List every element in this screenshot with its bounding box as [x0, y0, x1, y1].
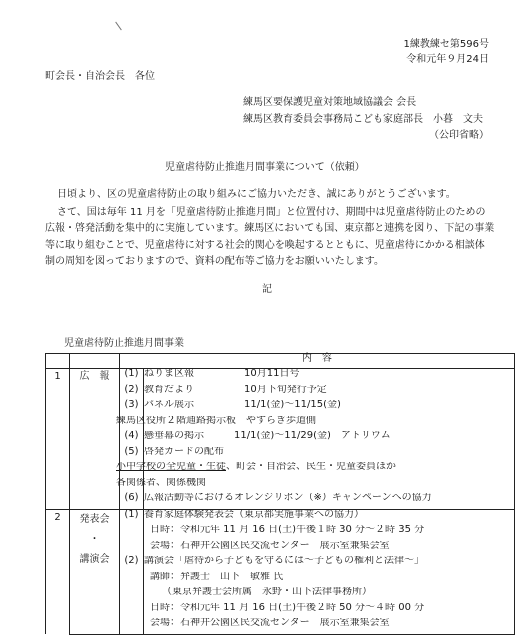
item-line: 会場：石神井公園区民交流センター 展示室兼集会室 — [150, 618, 390, 628]
item-number: (2) — [120, 385, 144, 401]
scan-mark — [115, 22, 122, 31]
item-line: 懸垂幕の掲示 11/1(金)～11/29(金) アトリウム — [144, 431, 391, 441]
item-number: (1) — [120, 369, 144, 385]
sender-line-2: 練馬区教育委員会事務局こども家庭部長 小暮 文夫 — [243, 114, 483, 125]
item-line: 会場：石神井公園区民交流センター 展示室兼集会室 — [150, 540, 390, 551]
events-table — [45, 353, 515, 635]
item-content — [116, 400, 515, 431]
item-line: 養育家庭体験発表会（東京都実施事業への協力） — [144, 509, 364, 520]
item-line: 広報活動等におけるオレンジリボン（※）キャンペーンへの協力 — [144, 493, 432, 503]
item-line: 小中学校の全児童・生徒、町会・自治会、民生・児童委員ほか — [116, 462, 396, 472]
item-line: 各関係者、関係機関 — [116, 477, 206, 488]
item-number: (2) — [120, 556, 144, 634]
body-paragraph-1: 日頃より、区の児童虐待防止の取り組みにご協力いただき、誠にありがとうございます。 — [57, 189, 456, 200]
item-content — [144, 493, 515, 509]
item-content — [144, 431, 515, 447]
recipient: 町会長・自治会長 各位 — [45, 71, 155, 82]
item-content — [144, 369, 515, 385]
body-paragraph-2-line-3: 等に取り組むことで、児童虐待に対する社会的関心を喚起するとともに、児童虐待にかかる相談体 — [45, 240, 485, 251]
table-caption: 児童虐待防止推進月間事業 — [64, 338, 184, 349]
row-category — [70, 509, 120, 634]
body-paragraph-2-line-1: さて、国は毎年 11 月を「児童虐待防止推進月間」と位置付け、期間中は児童虐待防止のための — [57, 207, 486, 218]
category-line: 発表会 — [79, 513, 110, 525]
item-line: パネル展示 11/1(金)～11/15(金) — [144, 400, 341, 410]
seal-note: （公印省略） — [429, 130, 489, 141]
underlined-text: 小中学校の全児童・生徒 — [116, 462, 226, 472]
document-title: 児童虐待防止推進月間事業について（依頼） — [165, 162, 365, 173]
doc-number: 1練教練セ第596号 — [403, 39, 489, 50]
category-line: ・ — [89, 533, 100, 545]
sender-line-1: 練馬区要保護児童対策地域協議会 会長 — [243, 97, 417, 108]
doc-date: 令和元年９月24日 — [406, 54, 489, 65]
item-line: 教育だより 10月下旬発行予定 — [144, 384, 327, 395]
item-number: (6) — [120, 493, 144, 509]
item-number: (1) — [120, 509, 144, 556]
item-line: 講師：弁護士 山下 敏雅 氏 — [150, 571, 284, 582]
item-line: ねりま区報 10月11日号 — [144, 369, 300, 379]
item-line: 講演会「虐待から子どもを守るには～子どもの権利と法律～」 — [144, 556, 424, 566]
table-row — [46, 509, 515, 556]
body-paragraph-2-line-2: 広報・啓発活動を集中的に実施しています。練馬区においても国、東京都と連携を図り、下記の事業 — [45, 223, 495, 234]
item-content — [144, 556, 515, 634]
item-line: 日時：令和元年 11 月 16 日(土)午後１時 30 分～２時 35 分 — [150, 525, 425, 535]
row-number: 2 — [46, 509, 70, 634]
item-line: 日時：令和元年 11 月 16 日(土)午後２時 50 分～４時 00 分 — [150, 602, 425, 613]
body-paragraph-2-line-4: 制の周知を図っておりますので、資料の配布等ご協力をお願いいたします。 — [45, 256, 384, 267]
item-line: （東京弁護士会所属 永野・山下法律事務所） — [162, 587, 372, 597]
item-line: 啓発カードの配布 — [144, 446, 224, 457]
category-line: 講演会 — [79, 553, 110, 565]
table-header-row — [46, 354, 515, 369]
item-content — [144, 509, 515, 556]
table-row — [46, 369, 515, 385]
table-header-content: 内 容 — [120, 354, 515, 369]
item-line: 練馬区役所２階通路掲示板 やすらぎ歩道側 — [116, 415, 316, 426]
item-content — [144, 385, 515, 401]
item-number: (4) — [120, 431, 144, 447]
item-number: (3) — [120, 400, 144, 431]
row-category: 広 報 — [70, 369, 120, 510]
row-number: 1 — [46, 369, 70, 510]
item-content — [116, 446, 515, 494]
item-number: (5) — [120, 447, 144, 494]
ki-heading: 記 — [262, 284, 272, 295]
